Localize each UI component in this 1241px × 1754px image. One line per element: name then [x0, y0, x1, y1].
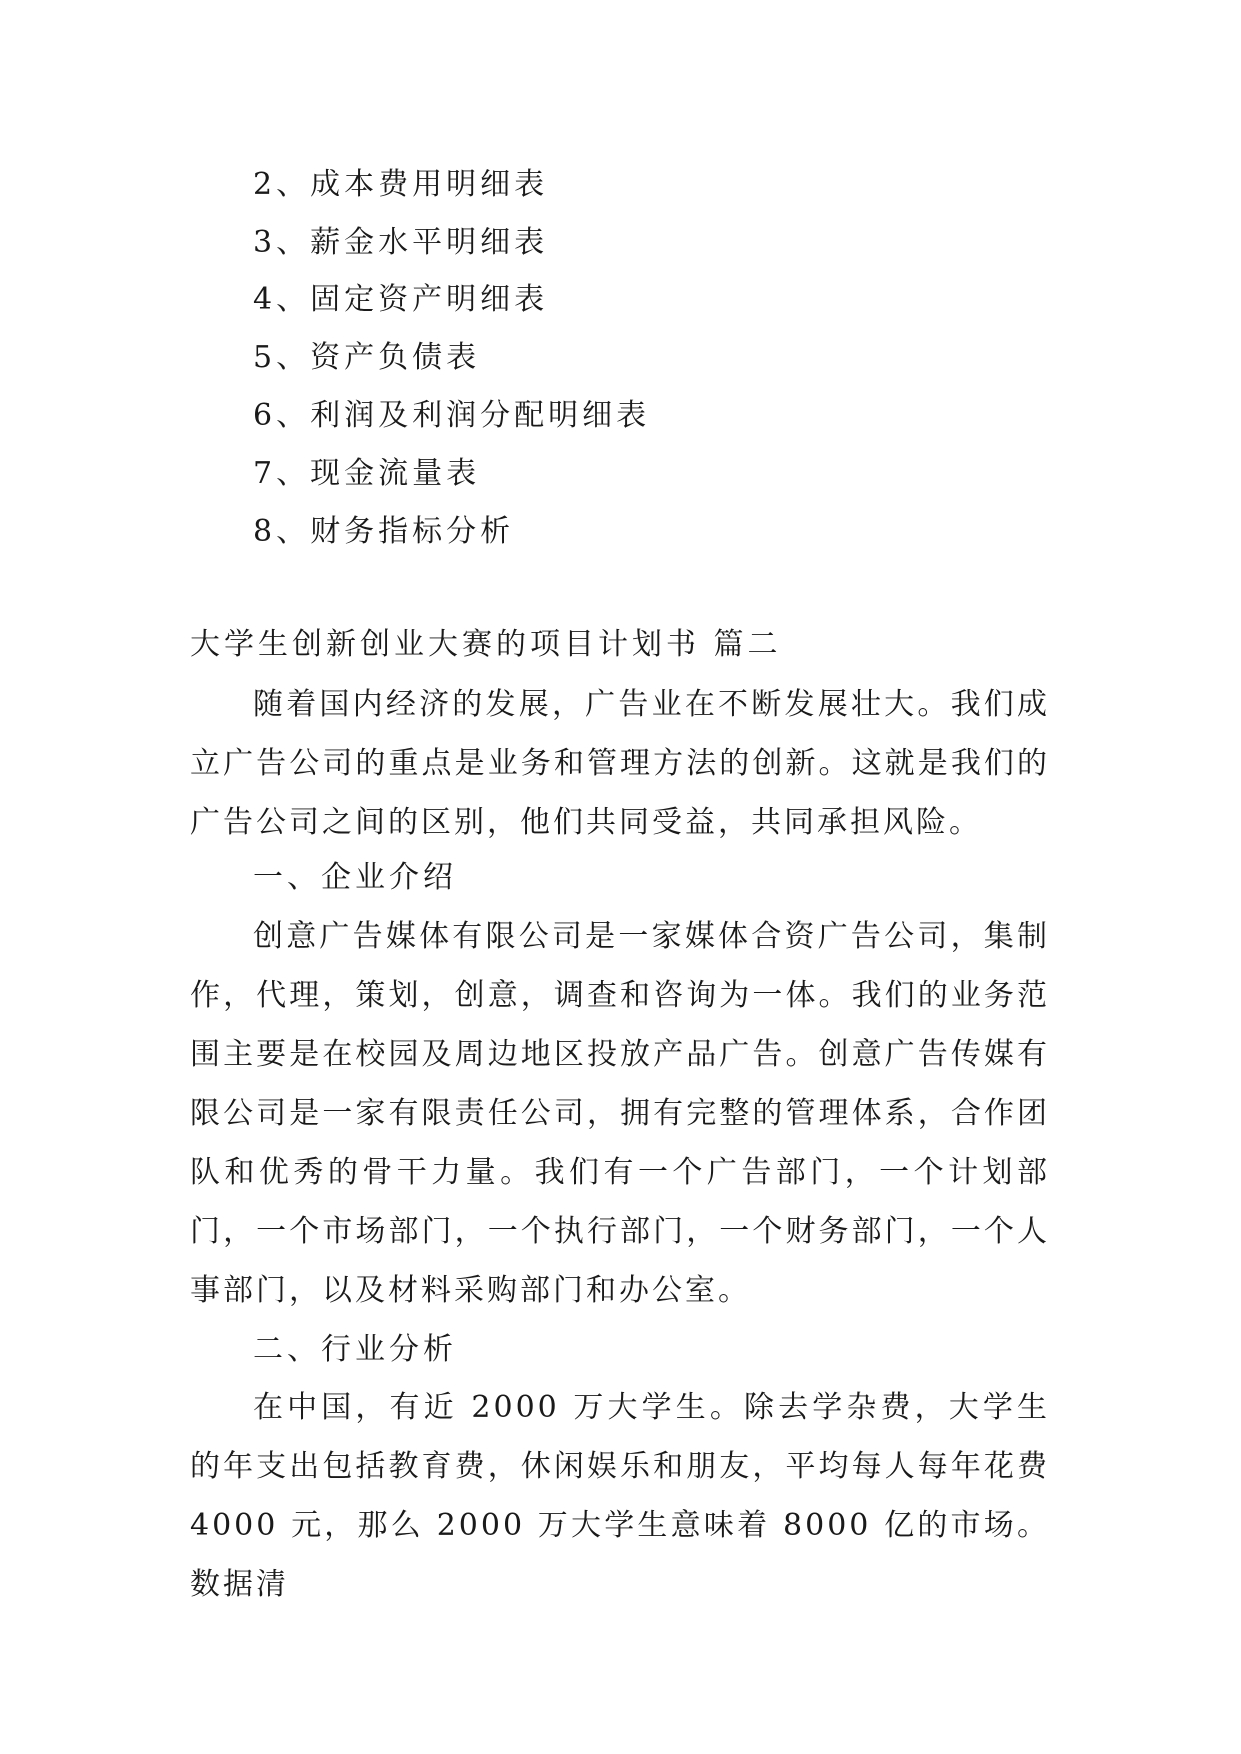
- list-item-cost-detail: 2、成本费用明细表: [253, 167, 549, 202]
- list-item-balance-sheet: 5、资产负债表: [253, 340, 481, 375]
- list-item-financial-analysis: 8、财务指标分析: [253, 514, 515, 549]
- heading-industry-analysis: 二、行业分析: [253, 1332, 457, 1367]
- paragraph-industry: 在中国，有近 2000 万大学生。除去学杂费，大学生的年支出包括教育费，休闲娱乐和朋友，平均每人每年花费 4000 元，那么 2000 万大学生意味着 8000 亿的市场。数据清: [190, 1390, 1050, 1602]
- list-item-salary-detail: 3、薪金水平明细表: [253, 225, 549, 260]
- heading-company-intro: 一、企业介绍: [253, 860, 457, 895]
- paragraph-company: 创意广告媒体有限公司是一家媒体合资广告公司，集制作，代理，策划，创意，调查和咨询为一体。我们的业务范围主要是在校园及周边地区投放产品广告。创意广告传媒有限公司是一家有限责任公司，拥有完整的管理体系，合作团队和优秀的骨干力量。我们有一个广告部门，一个计划部门，一个市场部门，一个执行部门，一个财务部门，一个人事部门，以及材料采购部门和办公室。: [190, 919, 1050, 1308]
- list-item-fixed-assets: 4、固定资产明细表: [253, 282, 549, 317]
- list-item-profit-distribution: 6、利润及利润分配明细表: [253, 398, 651, 433]
- paragraph-intro: 随着国内经济的发展，广告业在不断发展壮大。我们成立广告公司的重点是业务和管理方法的创新。这就是我们的广告公司之间的区别，他们共同受益，共同承担风险。: [190, 687, 1050, 840]
- list-item-cash-flow: 7、现金流量表: [253, 456, 481, 491]
- section-title: 大学生创新创业大赛的项目计划书 篇二: [190, 627, 782, 662]
